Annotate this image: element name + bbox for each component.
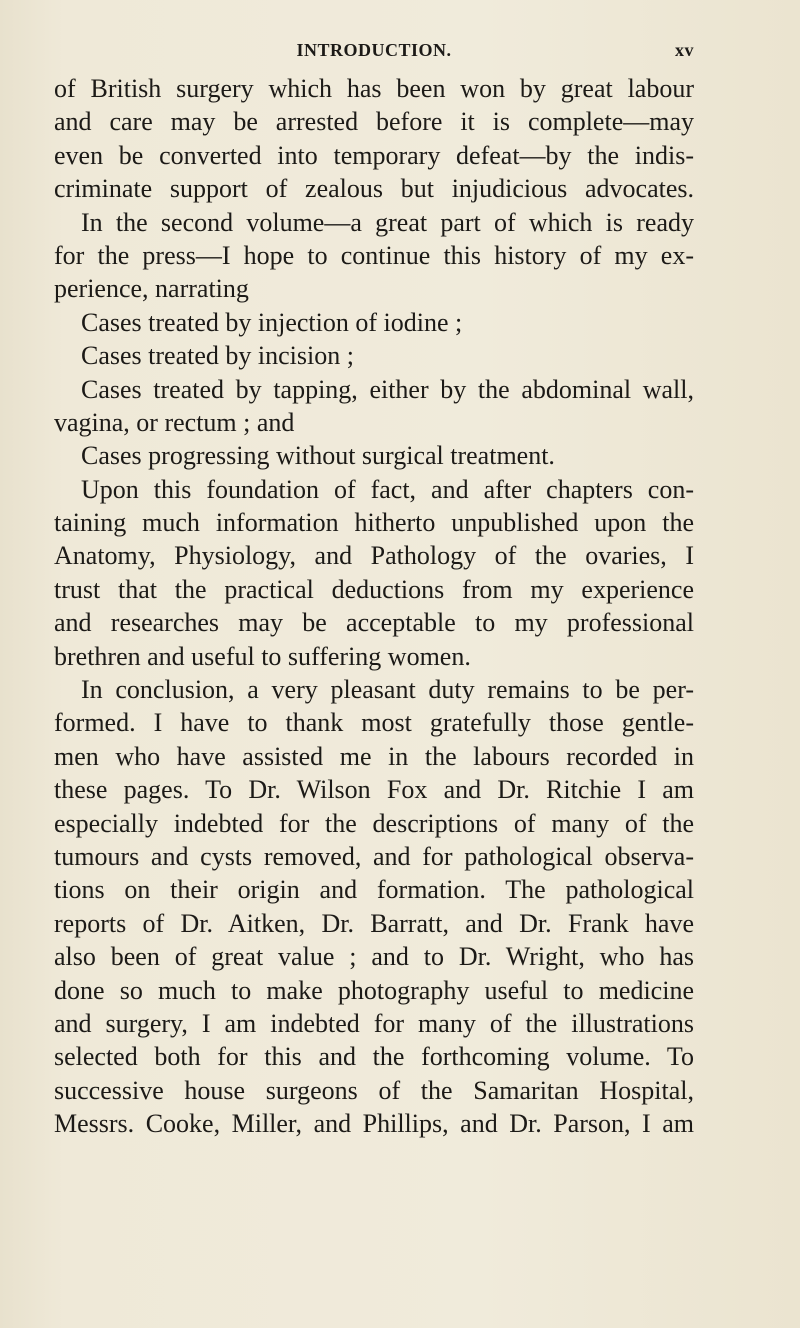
text-line: and care may be arrested before it is complete—may	[54, 107, 694, 137]
text-line: successive house surgeons of the Samaritan Hospital,	[54, 1075, 694, 1105]
body-text	[54, 72, 694, 1141]
text-line: done so much to make photography useful to medicine	[54, 975, 694, 1005]
text-line: Upon this foundation of fact, and after chapters con-	[81, 474, 694, 504]
text-line: vagina, or rectum ; and	[54, 407, 295, 437]
text-line: perience, narrating	[54, 274, 249, 304]
text-line: Cases treated by incision ;	[81, 341, 354, 371]
text-line: In the second volume—a great part of which is ready	[81, 207, 694, 237]
text-line: these pages. To Dr. Wilson Fox and Dr. Ritchie I am	[54, 775, 694, 805]
text-line: Cases progressing without surgical treatment.	[81, 441, 555, 471]
text-line: especially indebted for the descriptions of many of the	[54, 808, 694, 838]
text-line: men who have assisted me in the labours recorded in	[54, 741, 694, 771]
text-line: Anatomy, Physiology, and Pathology of the ovaries, I	[54, 541, 694, 571]
text-line: and surgery, I am indebted for many of the illustrations	[54, 1008, 694, 1038]
text-line: reports of Dr. Aitken, Dr. Barratt, and Dr. Frank have	[54, 908, 694, 938]
text-line: taining much information hitherto unpublished upon the	[54, 508, 694, 538]
text-line: Messrs. Cooke, Miller, and Phillips, and Dr. Parson, I am	[54, 1109, 694, 1139]
text-line: of British surgery which has been won by great labour	[54, 74, 694, 103]
text-line: tumours and cysts removed, and for pathological observa-	[54, 841, 694, 871]
text-line: also been of great value ; and to Dr. Wright, who has	[54, 942, 694, 972]
running-title: INTRODUCTION.	[296, 40, 452, 60]
text-line: trust that the practical deductions from my experience	[54, 574, 694, 604]
text-line: formed. I have to thank most gratefully those gentle-	[54, 708, 694, 738]
text-line: tions on their origin and formation. The pathological	[54, 875, 694, 905]
text-line: and researches may be acceptable to my professional	[54, 608, 694, 638]
page-number: xv	[675, 40, 694, 60]
text-line: even be converted into temporary defeat—by the indis-	[54, 140, 694, 170]
text-line: criminate support of zealous but injudicious advocates.	[54, 174, 694, 204]
text-line: for the press—I hope to continue this history of my ex-	[54, 240, 694, 270]
running-head	[54, 40, 694, 64]
text-line: In conclusion, a very pleasant duty remains to be per-	[81, 675, 694, 705]
text-line: selected both for this and the forthcoming volume. To	[54, 1042, 694, 1072]
text-line: Cases treated by injection of iodine ;	[81, 307, 463, 337]
text-line: Cases treated by tapping, either by the abdominal wall,	[81, 374, 694, 404]
text-line: brethren and useful to suffering women.	[54, 641, 471, 671]
